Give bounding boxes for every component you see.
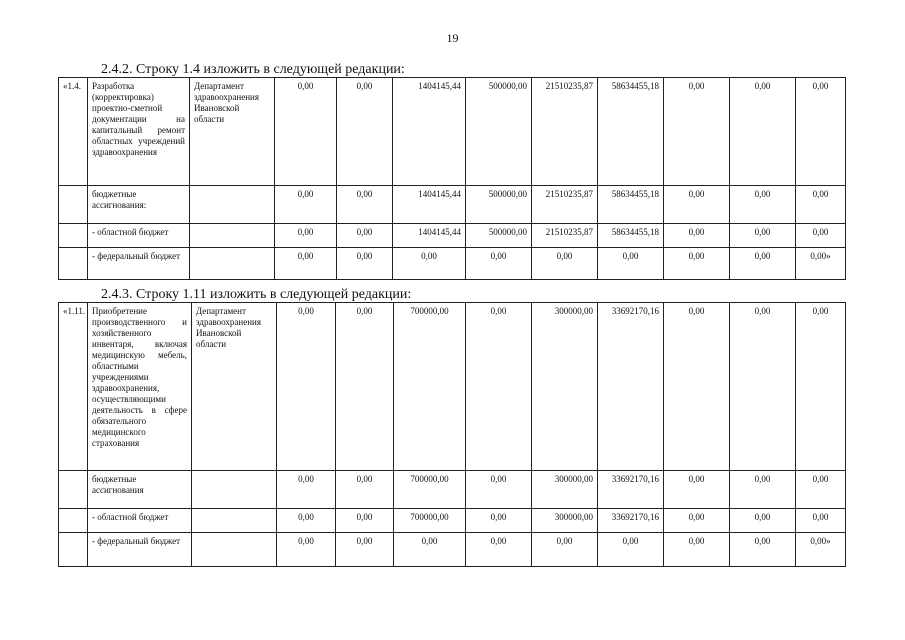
value-cell: 33692170,16: [598, 471, 664, 509]
value-cell: 0,00: [796, 509, 846, 533]
value-cell: 0,00: [664, 248, 730, 280]
value-cell: 0,00: [664, 186, 730, 224]
value-cell: 33692170,16: [598, 303, 664, 471]
table-row: [59, 303, 846, 471]
value-cell: 0,00: [466, 303, 532, 471]
value-cell: 300000,00: [532, 509, 598, 533]
empty-cell: [192, 471, 277, 509]
activity-name: Разработка (корректировка) проектно-сметной документации на капитальный ремонт областных учреждений здравоохранения: [88, 78, 190, 186]
value-cell: 0,00: [336, 509, 394, 533]
value-cell: 0,00: [336, 303, 394, 471]
empty-cell: [192, 533, 277, 567]
table-row: [59, 78, 846, 186]
value-cell: 0,00: [598, 533, 664, 567]
value-cell: 0,00: [796, 303, 846, 471]
row-label: бюджетные ассигнования: [88, 471, 192, 509]
row-label: - областной бюджет: [88, 224, 190, 248]
value-cell: 0,00: [277, 471, 336, 509]
value-cell: 0,00: [466, 533, 532, 567]
empty-cell: [59, 509, 88, 533]
value-cell: 0,00: [796, 186, 846, 224]
table-row: [59, 533, 846, 567]
value-cell: 0,00: [664, 224, 730, 248]
value-cell: 300000,00: [532, 303, 598, 471]
value-cell: 0,00»: [796, 533, 846, 567]
value-cell: 0,00: [796, 224, 846, 248]
empty-cell: [59, 224, 88, 248]
value-cell: 1404145,44: [393, 224, 466, 248]
value-cell: 0,00: [532, 533, 598, 567]
empty-cell: [190, 186, 275, 224]
value-cell: 0,00: [730, 303, 796, 471]
section-heading: 2.4.2. Строку 1.4 изложить в следующей редакции:: [101, 62, 405, 77]
value-cell: 58634455,18: [598, 78, 664, 186]
executor: Департамент здравоохранения Ивановской области: [190, 78, 275, 186]
row-label: - федеральный бюджет: [88, 248, 190, 280]
value-cell: 0,00: [664, 533, 730, 567]
budget-table-1-4: [58, 77, 846, 280]
value-cell: 0,00: [466, 471, 532, 509]
value-cell: 0,00: [664, 303, 730, 471]
value-cell: 0,00: [277, 533, 336, 567]
activity-name: Приобретение производственного и хозяйственного инвентаря, включая медицинскую мебель, областными учреждениями здравоохранения, осуществляющими деятельность в сфере обязательного медицинского страхования: [88, 303, 192, 471]
value-cell: 1404145,44: [393, 78, 466, 186]
table-row: [59, 248, 846, 280]
value-cell: 0,00: [796, 78, 846, 186]
value-cell: 33692170,16: [598, 509, 664, 533]
value-cell: 0,00: [275, 248, 337, 280]
page-number: 19: [446, 31, 459, 45]
row-number: «1.11.: [59, 303, 88, 471]
value-cell: 1404145,44: [393, 186, 466, 224]
value-cell: 0,00: [275, 186, 337, 224]
value-cell: 0,00: [730, 78, 796, 186]
value-cell: 0,00: [336, 471, 394, 509]
section-heading: 2.4.3. Строку 1.11 изложить в следующей редакции:: [101, 287, 412, 302]
budget-table-1-11: [58, 302, 846, 567]
row-label: бюджетные ассигнования:: [88, 186, 190, 224]
value-cell: 0,00: [730, 533, 796, 567]
empty-cell: [190, 248, 275, 280]
value-cell: 0,00: [532, 248, 598, 280]
value-cell: 300000,00: [532, 471, 598, 509]
value-cell: 0,00: [730, 509, 796, 533]
table-row: [59, 186, 846, 224]
value-cell: 700000,00: [394, 509, 466, 533]
value-cell: 0,00: [337, 224, 393, 248]
value-cell: 0,00: [337, 186, 393, 224]
value-cell: 0,00: [336, 533, 394, 567]
value-cell: 500000,00: [466, 186, 532, 224]
value-cell: 0,00: [393, 248, 466, 280]
value-cell: 0,00: [664, 78, 730, 186]
value-cell: 0,00: [664, 471, 730, 509]
value-cell: 0,00: [730, 248, 796, 280]
value-cell: 0,00: [275, 224, 337, 248]
value-cell: 0,00: [277, 509, 336, 533]
value-cell: 500000,00: [466, 78, 532, 186]
table-row: [59, 471, 846, 509]
empty-cell: [59, 186, 88, 224]
value-cell: 0,00: [394, 533, 466, 567]
value-cell: 0,00: [598, 248, 664, 280]
empty-cell: [59, 471, 88, 509]
value-cell: 21510235,87: [532, 224, 598, 248]
value-cell: 0,00: [730, 471, 796, 509]
empty-cell: [192, 509, 277, 533]
value-cell: 0,00: [730, 186, 796, 224]
value-cell: 0,00: [337, 78, 393, 186]
empty-cell: [190, 224, 275, 248]
value-cell: 0,00: [466, 509, 532, 533]
value-cell: 21510235,87: [532, 78, 598, 186]
row-label: - федеральный бюджет: [88, 533, 192, 567]
empty-cell: [59, 533, 88, 567]
empty-cell: [59, 248, 88, 280]
value-cell: 700000,00: [394, 303, 466, 471]
value-cell: 58634455,18: [598, 186, 664, 224]
value-cell: 700000,00: [394, 471, 466, 509]
value-cell: 0,00: [466, 248, 532, 280]
table-row: [59, 509, 846, 533]
value-cell: 500000,00: [466, 224, 532, 248]
table-row: [59, 224, 846, 248]
value-cell: 0,00: [275, 78, 337, 186]
value-cell: 0,00: [796, 471, 846, 509]
value-cell: 0,00»: [796, 248, 846, 280]
row-label: - областной бюджет: [88, 509, 192, 533]
value-cell: 0,00: [337, 248, 393, 280]
value-cell: 0,00: [277, 303, 336, 471]
row-number: «1.4.: [59, 78, 88, 186]
value-cell: 0,00: [730, 224, 796, 248]
value-cell: 21510235,87: [532, 186, 598, 224]
value-cell: 58634455,18: [598, 224, 664, 248]
value-cell: 0,00: [664, 509, 730, 533]
executor: Департамент здравоохранения Ивановской области: [192, 303, 277, 471]
